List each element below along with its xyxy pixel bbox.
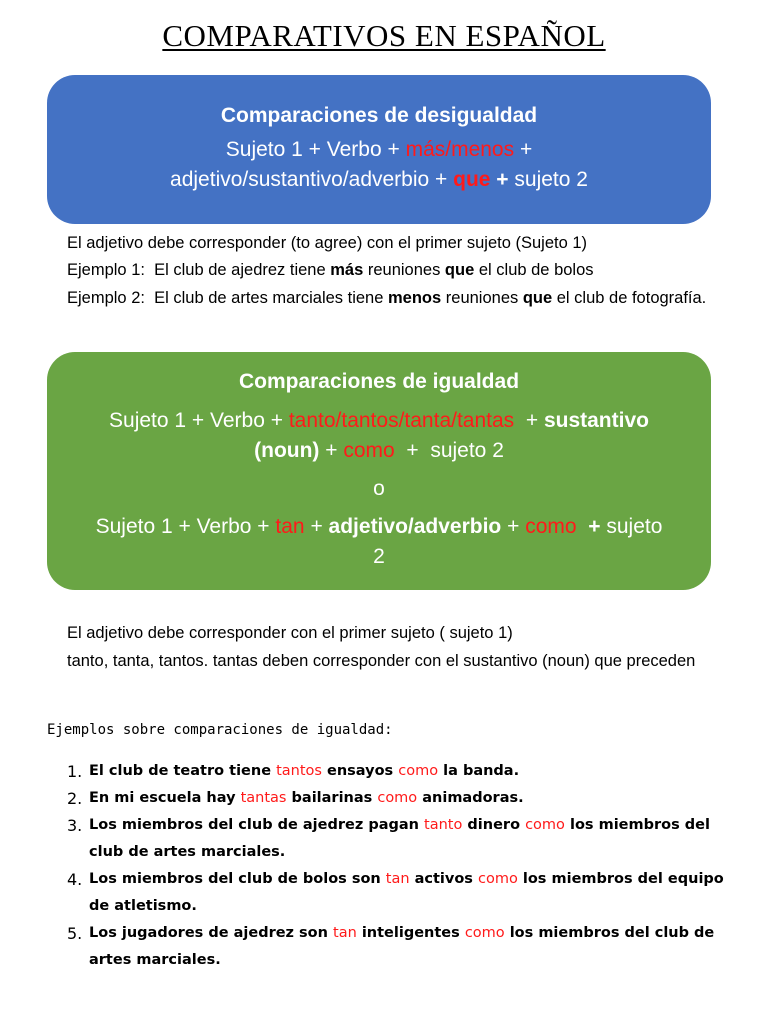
desigualdad-notes	[67, 230, 707, 309]
ejemplo-2: Ejemplo 2: El club de artes marciales tiene menos reuniones que el club de fotografía.	[67, 289, 707, 307]
que-keyword: que	[453, 168, 491, 191]
list-item: 1. El club de teatro tiene tantos ensayos como la banda.	[67, 762, 520, 781]
igualdad-box	[47, 352, 711, 590]
agree-note: El adjetivo debe corresponder (to agree) con el primer sujeto (Sujeto 1)	[67, 234, 588, 252]
igualdad-notes	[67, 620, 707, 672]
desigualdad-formula-line1: Sujeto 1 + Verbo + más/menos +	[225, 138, 533, 161]
list-item: 5. Los jugadores de ajedrez son tan inteligentes como los miembros del club de artes marciales.	[67, 924, 715, 968]
igualdad-formula2-line1: Sujeto 1 + Verbo + tan + adjetivo/adverbio + como + sujeto	[95, 515, 663, 538]
tanto-note: tanto, tanta, tantos. tantas deben corresponder con el sustantivo (noun) que preceden	[67, 652, 696, 670]
igualdad-agree-note: El adjetivo debe corresponder con el primer sujeto ( sujeto 1)	[67, 624, 513, 642]
desigualdad-formula-line2: adjetivo/sustantivo/adverbio + que + sujeto 2	[170, 168, 588, 191]
list-item: 2. En mi escuela hay tantas bailarinas como animadoras.	[67, 789, 524, 808]
igualdad-heading: Comparaciones de igualdad	[238, 370, 520, 393]
igualdad-formula2-line2: 2	[373, 545, 385, 568]
desigualdad-heading: Comparaciones de desigualdad	[220, 104, 538, 127]
tanto-keyword: tanto/tantos/tanta/tantas	[288, 409, 515, 432]
list-item: 4. Los miembros del club de bolos son tan activos como los miembros del equipo de atletismo.	[67, 870, 724, 914]
mas-menos-keyword: más/menos	[405, 138, 515, 161]
examples-list	[67, 758, 727, 974]
list-item: 3. Los miembros del club de ajedrez pagan tanto dinero como los miembros del club de artes marciales.	[67, 816, 710, 860]
tan-keyword: tan	[275, 515, 305, 538]
igualdad-formula1-line1: Sujeto 1 + Verbo + tanto/tantos/tanta/tantas + sustantivo	[109, 409, 649, 432]
examples-heading: Ejemplos sobre comparaciones de igualdad:	[47, 722, 393, 738]
ejemplo-1: Ejemplo 1: El club de ajedrez tiene más reuniones que el club de bolos	[67, 261, 594, 279]
desigualdad-box	[47, 75, 711, 224]
or-separator: o	[373, 477, 385, 500]
igualdad-formula1-line2: (noun) + como + sujeto 2	[254, 439, 504, 462]
page-title: COMPARATIVOS EN ESPAÑOL	[162, 18, 606, 53]
como-keyword: como	[343, 439, 395, 462]
